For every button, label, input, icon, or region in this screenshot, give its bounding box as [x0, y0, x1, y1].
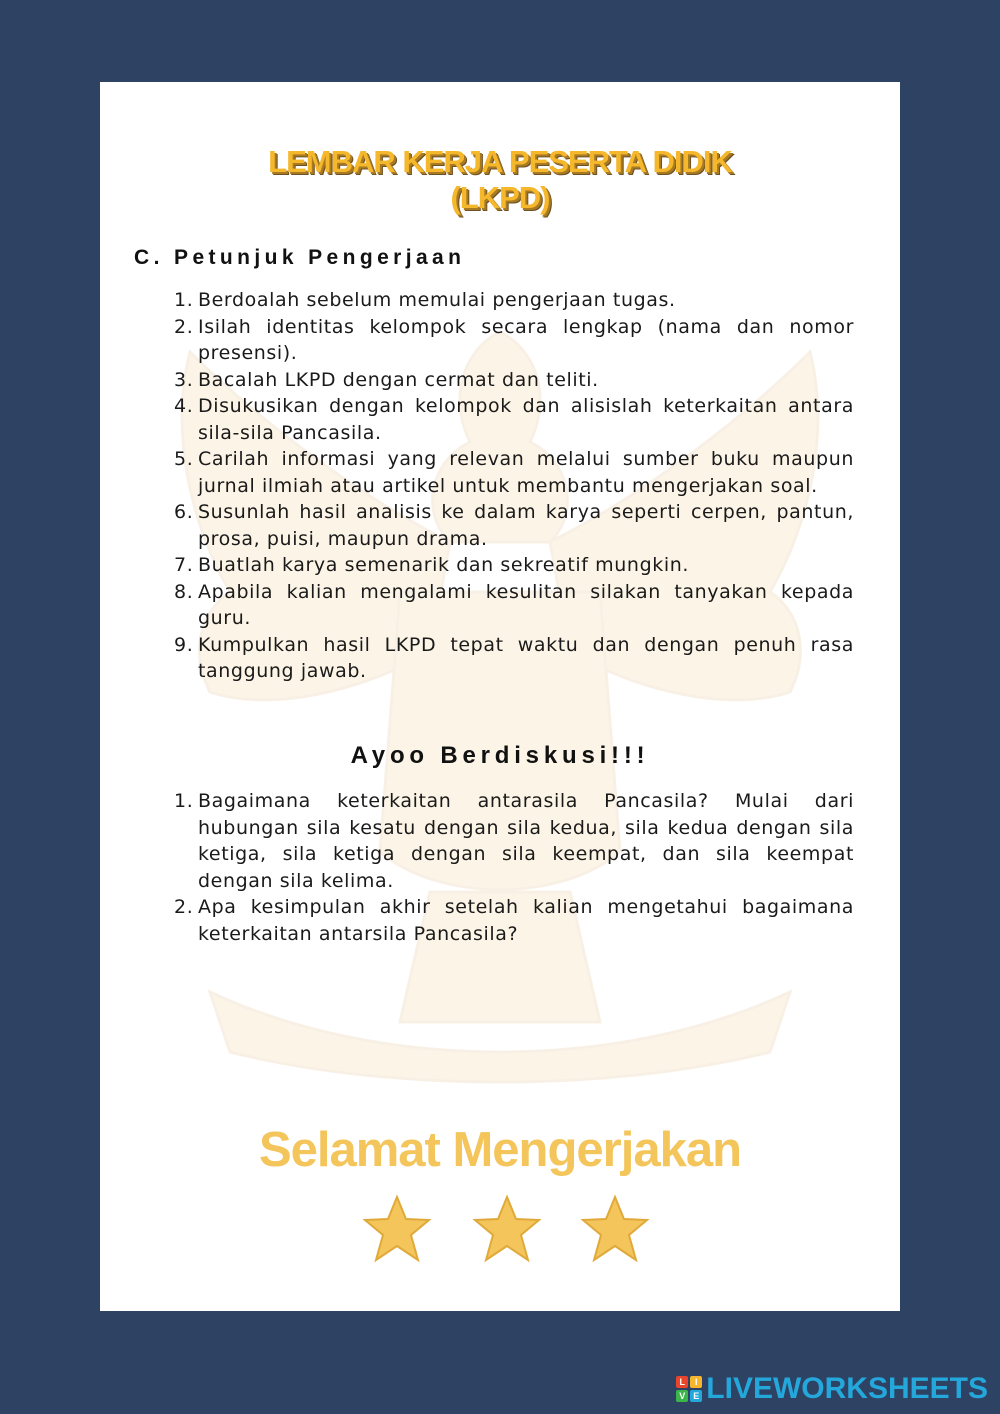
instructions-list — [164, 287, 854, 685]
list-item: 7. Buatlah karya semenarik dan sekreatif mungkin. — [174, 554, 690, 576]
star-icon — [362, 1194, 432, 1264]
list-item: 4. Disukusikan dengan kelompok dan alisislah keterkaitan antara sila-sila Pancasila. — [174, 395, 854, 444]
list-item: 6. Susunlah hasil analisis ke dalam karya seperti cerpen, pantun, prosa, puisi, maupun drama. — [174, 501, 854, 550]
list-item: 1. Berdoalah sebelum memulai pengerjaan tugas. — [174, 289, 676, 311]
worksheet-page — [100, 82, 900, 1311]
title-line-1: LEMBAR KERJA PESERTA DIDIK — [268, 144, 732, 179]
list-item: 8. Apabila kalian mengalami kesulitan silakan tanyakan kepada guru. — [174, 580, 854, 629]
list-item: 3. Bacalah LKPD dengan cermat dan teliti. — [174, 368, 599, 391]
discussion-heading: Ayoo Berdiskusi!!! — [350, 742, 650, 769]
instructions-heading: C. Petunjuk Pengerjaan — [134, 246, 466, 269]
list-item: 2. Apa kesimpulan akhir setelah kalian mengetahui bagaimana keterkaitan antarsila Pancasila? — [174, 896, 854, 945]
discussion-list — [164, 788, 854, 947]
worksheet-title — [100, 144, 900, 216]
title-line-2: (LKPD) — [450, 180, 550, 215]
closing-message: Selamat Mengerjakan — [258, 1123, 742, 1177]
list-item: 9. Kumpulkan hasil LKPD tepat waktu dan dengan penuh rasa tanggung jawab. — [174, 633, 854, 682]
brand-name: LIVEWORKSHEETS — [706, 1372, 988, 1405]
star-icon — [580, 1194, 650, 1264]
liveworksheets-logo-icon: L I V E — [676, 1376, 702, 1402]
star-icon — [472, 1194, 542, 1264]
liveworksheets-logo[interactable] — [676, 1372, 988, 1406]
list-item: 5. Carilah informasi yang relevan melalui sumber buku maupun jurnal ilmiah atau artikel untuk membantu mengerjakan soal. — [174, 448, 854, 497]
list-item: 2. Isilah identitas kelompok secara lengkap (nama dan nomor presensi). — [174, 315, 854, 364]
list-item: 1. Bagaimana keterkaitan antarasila Pancasila? Mulai dari hubungan sila kesatu dengan sila kedua, sila kedua dengan sila ketiga, sila ketiga dengan sila keempat, dan sila keempat dengan sila kelima. — [174, 790, 854, 892]
